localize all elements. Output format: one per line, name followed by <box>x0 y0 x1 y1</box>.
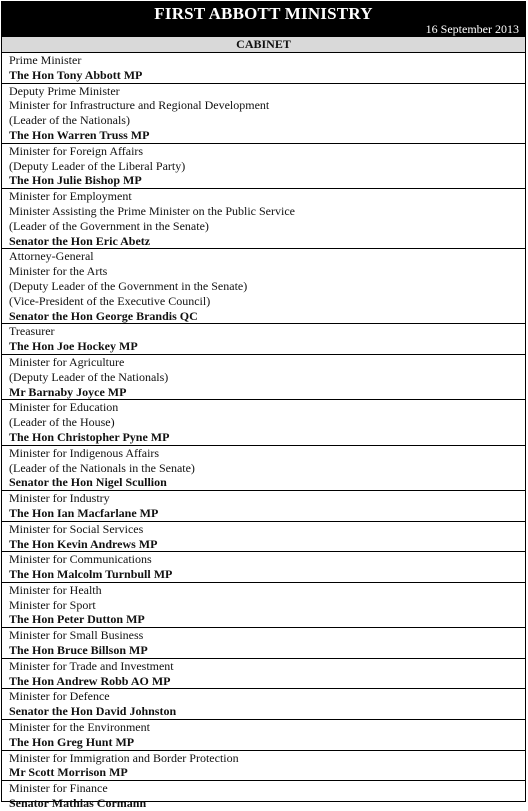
document-title: FIRST ABBOTT MINISTRY <box>154 4 373 23</box>
portfolio-line: Minister for Education <box>9 400 119 415</box>
minister-entry <box>2 84 525 144</box>
minister-name: Mr Barnaby Joyce MP <box>9 384 127 399</box>
minister-name: The Hon Bruce Billson MP <box>9 643 148 658</box>
portfolio-line: Attorney-General <box>9 249 94 264</box>
minister-name: The Hon Andrew Robb AO MP <box>9 673 171 688</box>
portfolio-line: (Deputy Leader of the Liberal Party) <box>9 158 186 173</box>
minister-name: The Hon Christopher Pyne MP <box>9 429 170 444</box>
minister-entry <box>2 189 525 249</box>
portfolio-line: (Leader of the House) <box>9 415 115 430</box>
portfolio-line: Minister for the Arts <box>9 264 108 279</box>
minister-entry <box>2 628 525 659</box>
minister-entry <box>2 781 525 811</box>
minister-entry <box>2 659 525 690</box>
minister-entry <box>2 720 525 751</box>
portfolio-line: (Deputy Leader of the Government in the Senate) <box>9 278 248 293</box>
minister-name: Senator the Hon Eric Abetz <box>9 233 151 248</box>
portfolio-line: Treasurer <box>9 324 55 339</box>
minister-entry <box>2 491 525 522</box>
portfolio-line: Minister for Defence <box>9 689 110 704</box>
portfolio-line: Minister for Immigration and Border Protection <box>9 750 239 765</box>
portfolio-line: Minister for Agriculture <box>9 354 125 369</box>
minister-name: Senator the Hon George Brandis QC <box>9 308 198 323</box>
minister-entry <box>2 522 525 553</box>
portfolio-line: (Vice-President of the Executive Council) <box>9 293 211 308</box>
minister-name: The Hon Peter Dutton MP <box>9 612 145 627</box>
portfolio-line: Minister for Sport <box>9 597 96 612</box>
minister-entry <box>2 324 525 355</box>
portfolio-line: Minister for Infrastructure and Regional Development <box>9 98 270 113</box>
document-header <box>2 2 525 36</box>
minister-name: Senator the Hon Nigel Scullion <box>9 475 167 490</box>
minister-name: The Hon Kevin Andrews MP <box>9 536 158 551</box>
portfolio-line: Minister Assisting the Prime Minister on the Public Service <box>9 203 295 218</box>
minister-name: Mr Scott Morrison MP <box>9 765 128 780</box>
minister-name: The Hon Joe Hockey MP <box>9 339 138 354</box>
portfolio-line: Prime Minister <box>9 53 82 67</box>
minister-name: The Hon Julie Bishop MP <box>9 173 142 188</box>
portfolio-line: Deputy Prime Minister <box>9 83 120 98</box>
section-heading: CABINET <box>2 36 525 53</box>
portfolio-line: (Leader of the Government in the Senate) <box>9 218 209 233</box>
minister-name: The Hon Malcolm Turnbull MP <box>9 567 173 582</box>
minister-name: The Hon Tony Abbott MP <box>9 67 143 82</box>
portfolio-line: Minister for Finance <box>9 781 108 796</box>
portfolio-line: Minister for the Environment <box>9 720 150 735</box>
portfolio-line: Minister for Indigenous Affairs <box>9 445 160 460</box>
minister-name: The Hon Greg Hunt MP <box>9 734 135 749</box>
minister-entry <box>2 53 525 84</box>
minister-name: Senator Mathias Cormann <box>9 796 147 811</box>
portfolio-line: Minister for Trade and Investment <box>9 658 174 673</box>
portfolio-line: (Leader of the Nationals) <box>9 113 130 128</box>
portfolio-line: Minister for Communications <box>9 552 152 567</box>
minister-entry <box>2 400 525 445</box>
minister-entry <box>2 689 525 720</box>
minister-entry <box>2 552 525 583</box>
portfolio-line: Minister for Health <box>9 582 102 597</box>
minister-entry <box>2 583 525 628</box>
minister-name: Senator the Hon David Johnston <box>9 704 177 719</box>
minister-entry <box>2 751 525 782</box>
ministry-document <box>1 1 526 811</box>
portfolio-line: Minister for Foreign Affairs <box>9 143 144 158</box>
minister-entry <box>2 249 525 324</box>
portfolio-line: Minister for Small Business <box>9 628 144 643</box>
minister-entry <box>2 144 525 189</box>
portfolio-line: (Leader of the Nationals in the Senate) <box>9 460 195 475</box>
minister-entry <box>2 446 525 491</box>
minister-name: The Hon Warren Truss MP <box>9 127 150 142</box>
portfolio-line: Minister for Industry <box>9 491 110 506</box>
minister-entry <box>2 355 525 400</box>
ministers-list <box>2 53 525 811</box>
portfolio-line: (Deputy Leader of the Nationals) <box>9 369 169 384</box>
portfolio-line: Minister for Employment <box>9 189 132 204</box>
document-date: 16 September 2013 <box>425 22 519 36</box>
portfolio-line: Minister for Social Services <box>9 521 144 536</box>
minister-name: The Hon Ian Macfarlane MP <box>9 505 159 520</box>
